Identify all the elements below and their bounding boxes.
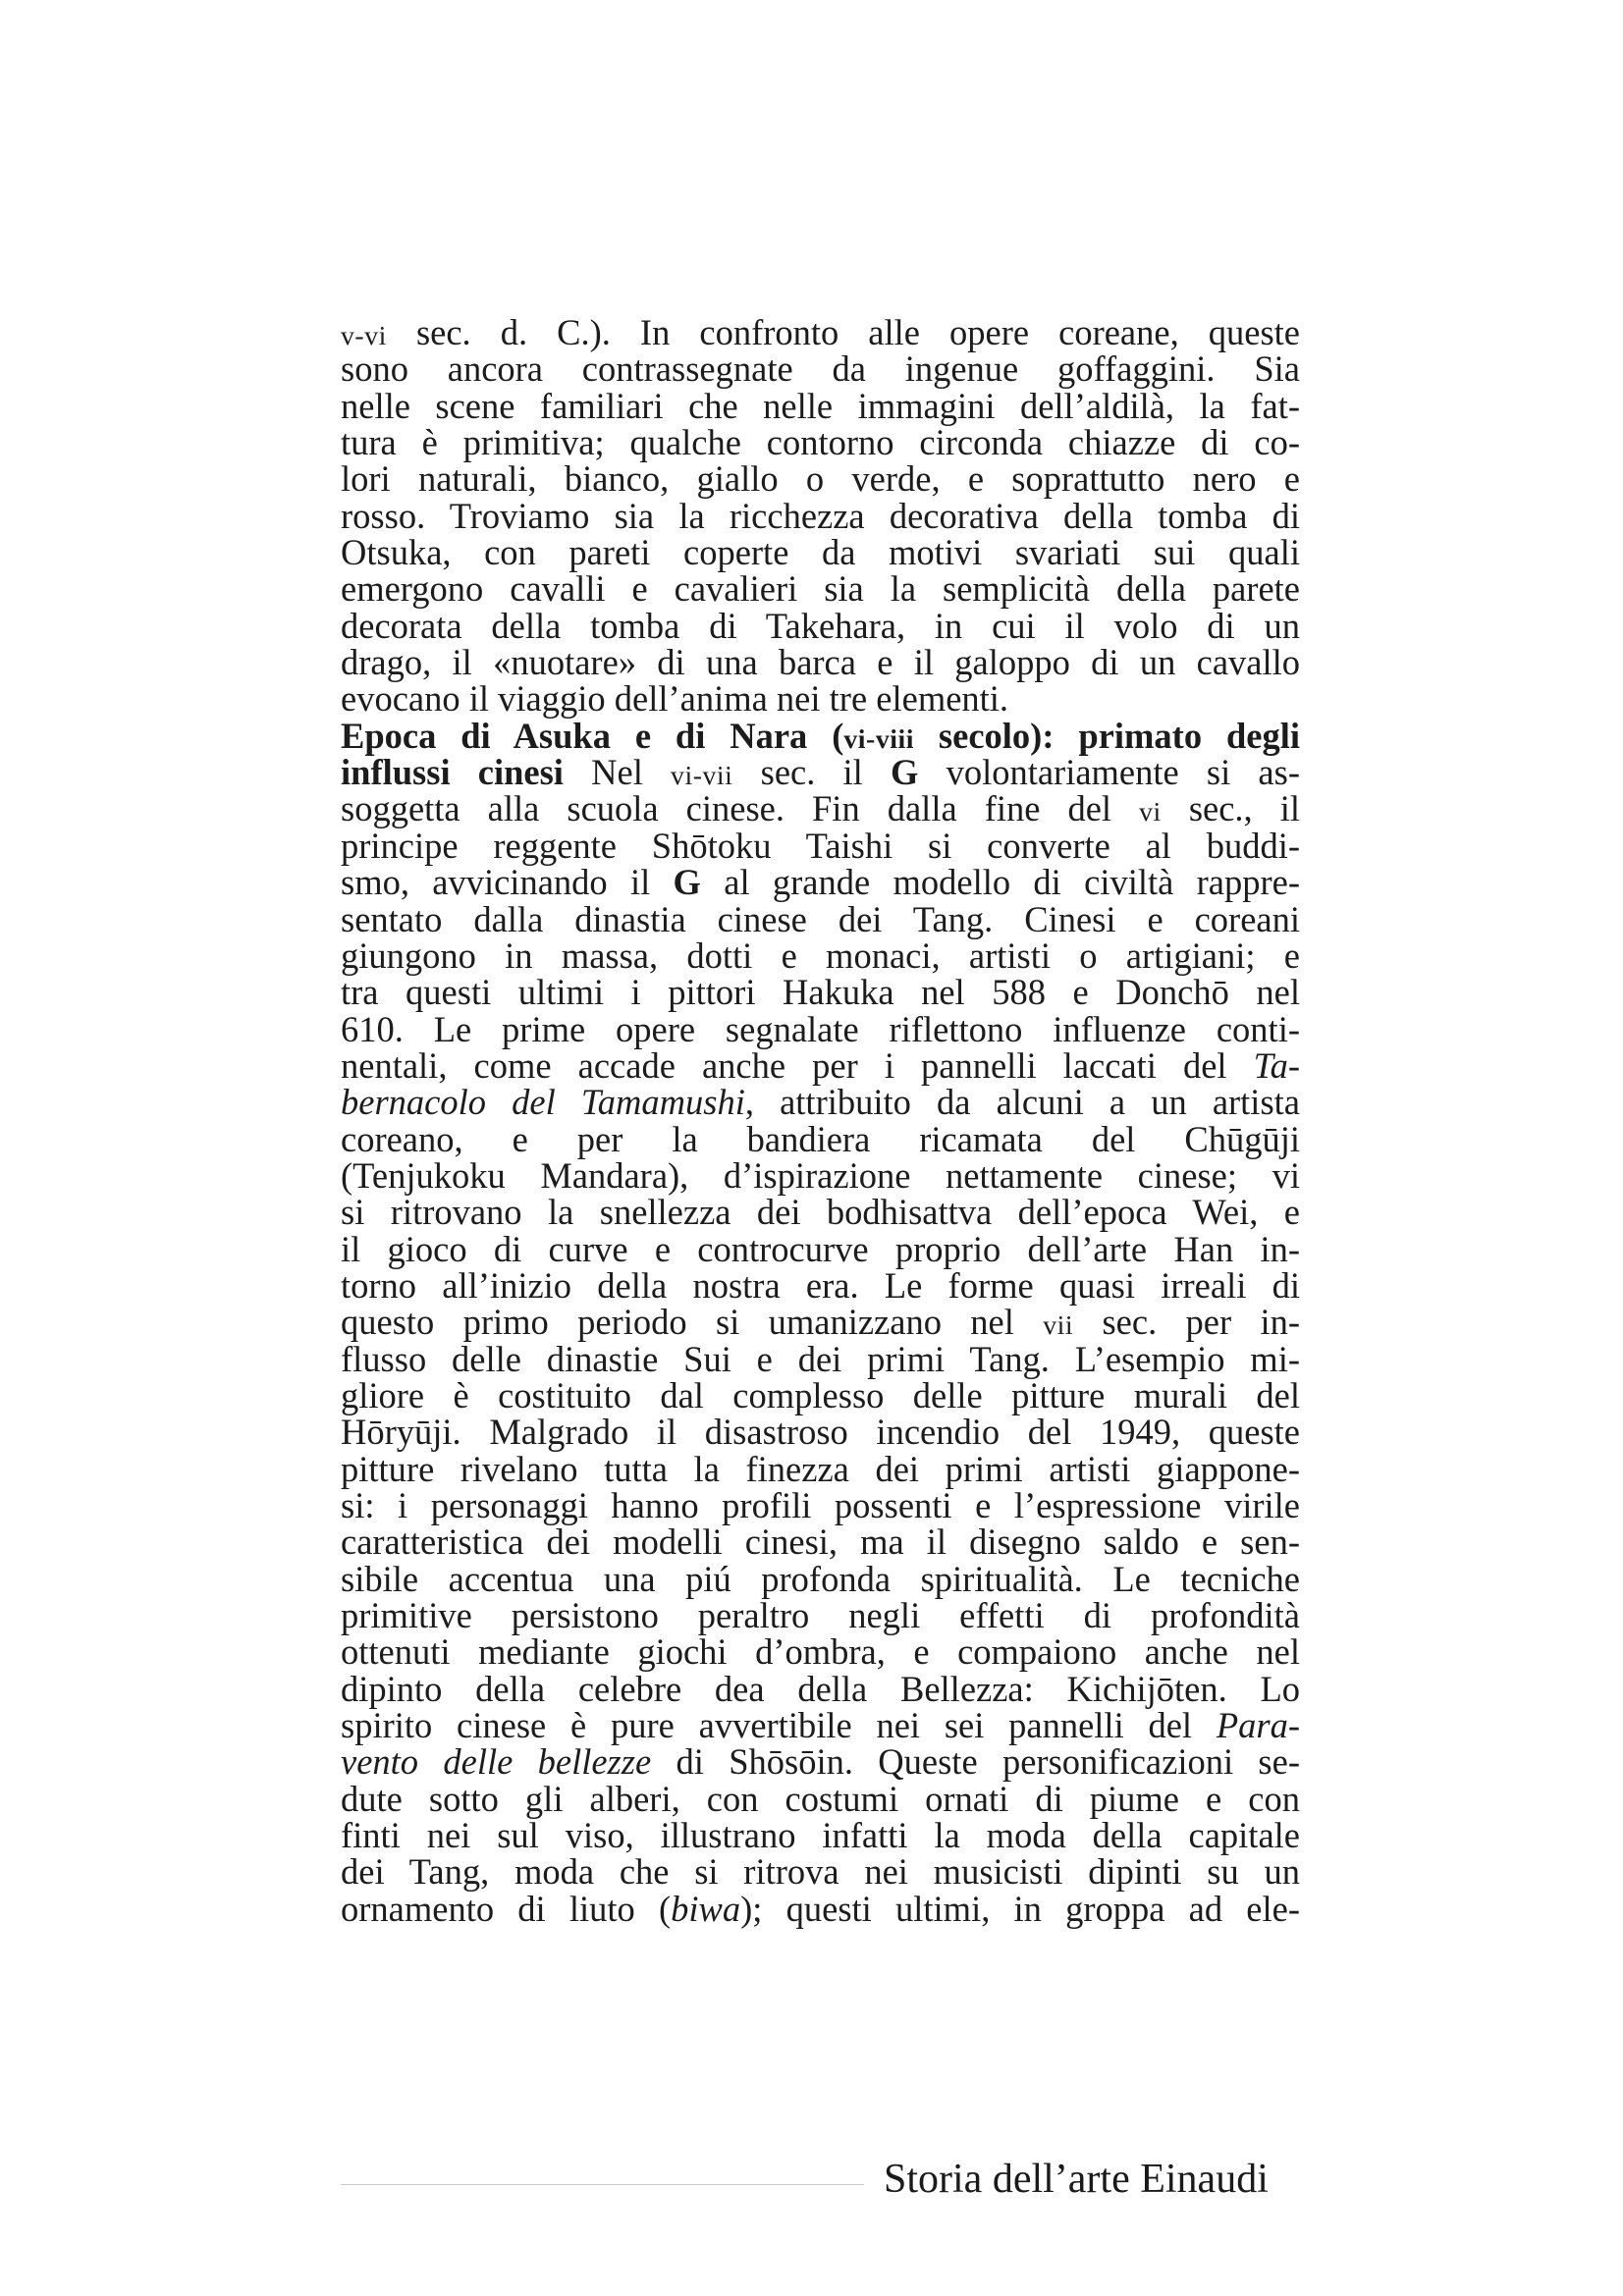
text-run: rosso. Troviamo sia la ricchezza decorativa della tomba di bbox=[341, 495, 1300, 536]
text-run: sec. d. C.). In confronto alle opere coreane, queste bbox=[386, 312, 1300, 352]
text-line bbox=[341, 605, 1300, 646]
body-text bbox=[341, 314, 1300, 1927]
text-line bbox=[341, 790, 1300, 827]
text-run: decorata della tomba di Takehara, in cui il volo di un bbox=[341, 605, 1300, 646]
text-line bbox=[341, 934, 1300, 976]
text-line bbox=[341, 1815, 1300, 1856]
text-line bbox=[341, 825, 1300, 866]
text-line bbox=[341, 568, 1300, 610]
text-line bbox=[341, 1705, 1300, 1746]
text-run: dipinto della celebre dea della Bellezza: Kichijōten. Lo bbox=[341, 1668, 1300, 1709]
text-run: vento delle bellezze bbox=[341, 1741, 652, 1783]
text-line bbox=[341, 1264, 1300, 1306]
text-run: ornamento di liuto ( bbox=[341, 1888, 672, 1929]
text-line bbox=[341, 1668, 1300, 1709]
text-line bbox=[341, 385, 1300, 426]
text-run: vii bbox=[1043, 1310, 1074, 1342]
text-line bbox=[341, 1192, 1300, 1233]
text-line bbox=[341, 715, 1300, 756]
text-run: sentato dalla dinastia cinese dei Tang. Cinesi e coreani bbox=[341, 898, 1300, 939]
text-run: Nel bbox=[563, 752, 672, 793]
text-run: tura è primitiva; qualche contorno circonda chiazze di co- bbox=[341, 422, 1300, 463]
text-run: dei Tang, moda che si ritrova nei musicisti dipinti su un bbox=[341, 1851, 1300, 1893]
text-line bbox=[341, 422, 1300, 463]
text-run: secolo): primato degli bbox=[914, 715, 1300, 756]
text-run: gliore è costituito dal complesso delle pitture murali del bbox=[341, 1374, 1300, 1415]
text-run: Para- bbox=[1216, 1705, 1300, 1746]
text-line bbox=[341, 1595, 1300, 1636]
text-line bbox=[341, 1448, 1300, 1489]
text-run: evocano il viaggio dell’anima nei tre elementi. bbox=[341, 678, 1009, 720]
text-run: v-vi bbox=[341, 321, 387, 351]
text-line bbox=[341, 532, 1300, 573]
text-run: sibile accentua una piú profonda spiritualità. Le tecniche bbox=[341, 1558, 1300, 1599]
text-run: di Shōsōin. Queste personificazioni se- bbox=[651, 1741, 1300, 1783]
text-run: biwa bbox=[671, 1888, 741, 1929]
text-line bbox=[341, 1228, 1300, 1269]
text-run: ottenuti mediante giochi d’ombra, e compaiono anche nel bbox=[341, 1631, 1300, 1673]
text-run: (Tenjukoku Mandara), d’ispirazione nettamente cinese; vi bbox=[341, 1154, 1300, 1196]
text-line bbox=[341, 752, 1300, 793]
text-line bbox=[341, 1412, 1300, 1453]
text-line bbox=[341, 678, 1300, 720]
text-run: nentali, come accade anche per i pannelli laccati del bbox=[341, 1044, 1254, 1086]
text-line bbox=[341, 898, 1300, 939]
text-run: Epoca di Asuka e di Nara ( bbox=[341, 715, 844, 756]
text-line bbox=[341, 1302, 1300, 1343]
text-line bbox=[341, 862, 1300, 903]
text-line bbox=[341, 314, 1300, 350]
text-run: soggetta alla scuola cinese. Fin dalla fine del bbox=[341, 788, 1140, 829]
text-run: volontariamente si as- bbox=[918, 752, 1300, 793]
text-run: sec., il bbox=[1161, 788, 1300, 829]
text-line bbox=[341, 1888, 1300, 1929]
text-run: ); questi ultimi, in groppa ad ele- bbox=[740, 1888, 1300, 1929]
text-line bbox=[341, 1082, 1300, 1123]
text-run: caratteristica dei modelli cinesi, ma il disegno saldo e sen- bbox=[341, 1522, 1300, 1563]
footer-rule bbox=[341, 2184, 864, 2185]
text-run: spirito cinese è pure avvertibile nei sei pannelli del bbox=[341, 1705, 1217, 1746]
text-line bbox=[341, 1522, 1300, 1563]
text-line bbox=[341, 642, 1300, 683]
text-line bbox=[341, 495, 1300, 536]
text-run: tra questi ultimi i pittori Hakuka nel 588 e Donchō nel bbox=[341, 972, 1300, 1013]
text-line bbox=[341, 348, 1300, 390]
text-run: bernacolo del Tamamushi bbox=[341, 1082, 745, 1123]
text-run: vi bbox=[1139, 797, 1162, 828]
text-line bbox=[341, 1558, 1300, 1599]
text-run: drago, il «nuotare» di una barca e il galoppo di un cavallo bbox=[341, 642, 1300, 683]
text-run: questo primo periodo si umanizzano nel bbox=[341, 1302, 1044, 1343]
text-line bbox=[341, 1374, 1300, 1415]
text-run: influssi cinesi bbox=[341, 752, 564, 793]
text-line bbox=[341, 1154, 1300, 1196]
text-line bbox=[341, 1741, 1300, 1783]
text-run: Hōryūji. Malgrado il disastroso incendio del 1949, queste bbox=[341, 1412, 1300, 1453]
text-run: sec. il bbox=[732, 752, 891, 793]
text-line bbox=[341, 1487, 1300, 1523]
text-run: coreano, e per la bandiera ricamata del Chūgūji bbox=[341, 1118, 1300, 1159]
footer-publisher: Storia dell’arte Einaudi bbox=[884, 2157, 1269, 2202]
text-run: si ritrovano la snellezza dei bodhisattva dell’epoca Wei, e bbox=[341, 1192, 1300, 1233]
text-line bbox=[341, 1008, 1300, 1049]
text-line bbox=[341, 1851, 1300, 1893]
text-run: smo, avvicinando il bbox=[341, 862, 674, 903]
text-run: Otsuka, con pareti coperte da motivi svariati sui quali bbox=[341, 532, 1300, 573]
text-run: principe reggente Shōtoku Taishi si converte al buddi- bbox=[341, 825, 1300, 866]
text-run: nelle scene familiari che nelle immagini dell’aldilà, la fat- bbox=[341, 385, 1300, 426]
text-run: lori naturali, bianco, giallo o verde, e soprattutto nero e bbox=[341, 458, 1300, 500]
text-line bbox=[341, 458, 1300, 500]
text-run: sono ancora contrassegnate da ingenue goffaggini. Sia bbox=[341, 348, 1300, 390]
text-run: pitture rivelano tutta la finezza dei primi artisti giappone- bbox=[341, 1448, 1300, 1489]
text-run: al grande modello di civiltà rappre- bbox=[700, 862, 1300, 903]
text-run: torno all’inizio della nostra era. Le forme quasi irreali di bbox=[341, 1264, 1300, 1306]
text-run: vi-viii bbox=[843, 723, 915, 755]
text-run: G bbox=[673, 862, 701, 903]
text-run: emergono cavalli e cavalieri sia la semplicità della parete bbox=[341, 568, 1300, 610]
text-line bbox=[341, 1338, 1300, 1379]
text-line bbox=[341, 1044, 1300, 1086]
text-run: finti nei sul viso, illustrano infatti la moda della capitale bbox=[341, 1815, 1300, 1856]
text-run: il gioco di curve e controcurve proprio dell’arte Han in- bbox=[341, 1228, 1300, 1269]
text-line bbox=[341, 1118, 1300, 1159]
text-run: dute sotto gli alberi, con costumi ornati di piume e con bbox=[341, 1778, 1300, 1819]
text-run: G bbox=[890, 752, 919, 793]
text-run: 610. Le prime opere segnalate riflettono influenze conti- bbox=[341, 1008, 1300, 1049]
text-run: Ta- bbox=[1253, 1044, 1300, 1086]
text-run: flusso delle dinastie Sui e dei primi Tang. L’esempio mi- bbox=[341, 1338, 1300, 1379]
text-run: , attribuito da alcuni a un artista bbox=[744, 1082, 1300, 1123]
text-line bbox=[341, 1778, 1300, 1819]
text-run: giungono in massa, dotti e monaci, artisti o artigiani; e bbox=[341, 934, 1300, 976]
text-run: si: i personaggi hanno profili possenti e l’espressione virile bbox=[341, 1485, 1300, 1525]
text-run: sec. per in- bbox=[1073, 1302, 1300, 1343]
text-line bbox=[341, 972, 1300, 1013]
text-run: primitive persistono peraltro negli effetti di profondità bbox=[341, 1595, 1300, 1636]
text-line bbox=[341, 1631, 1300, 1673]
text-run: vi-vii bbox=[671, 761, 733, 792]
